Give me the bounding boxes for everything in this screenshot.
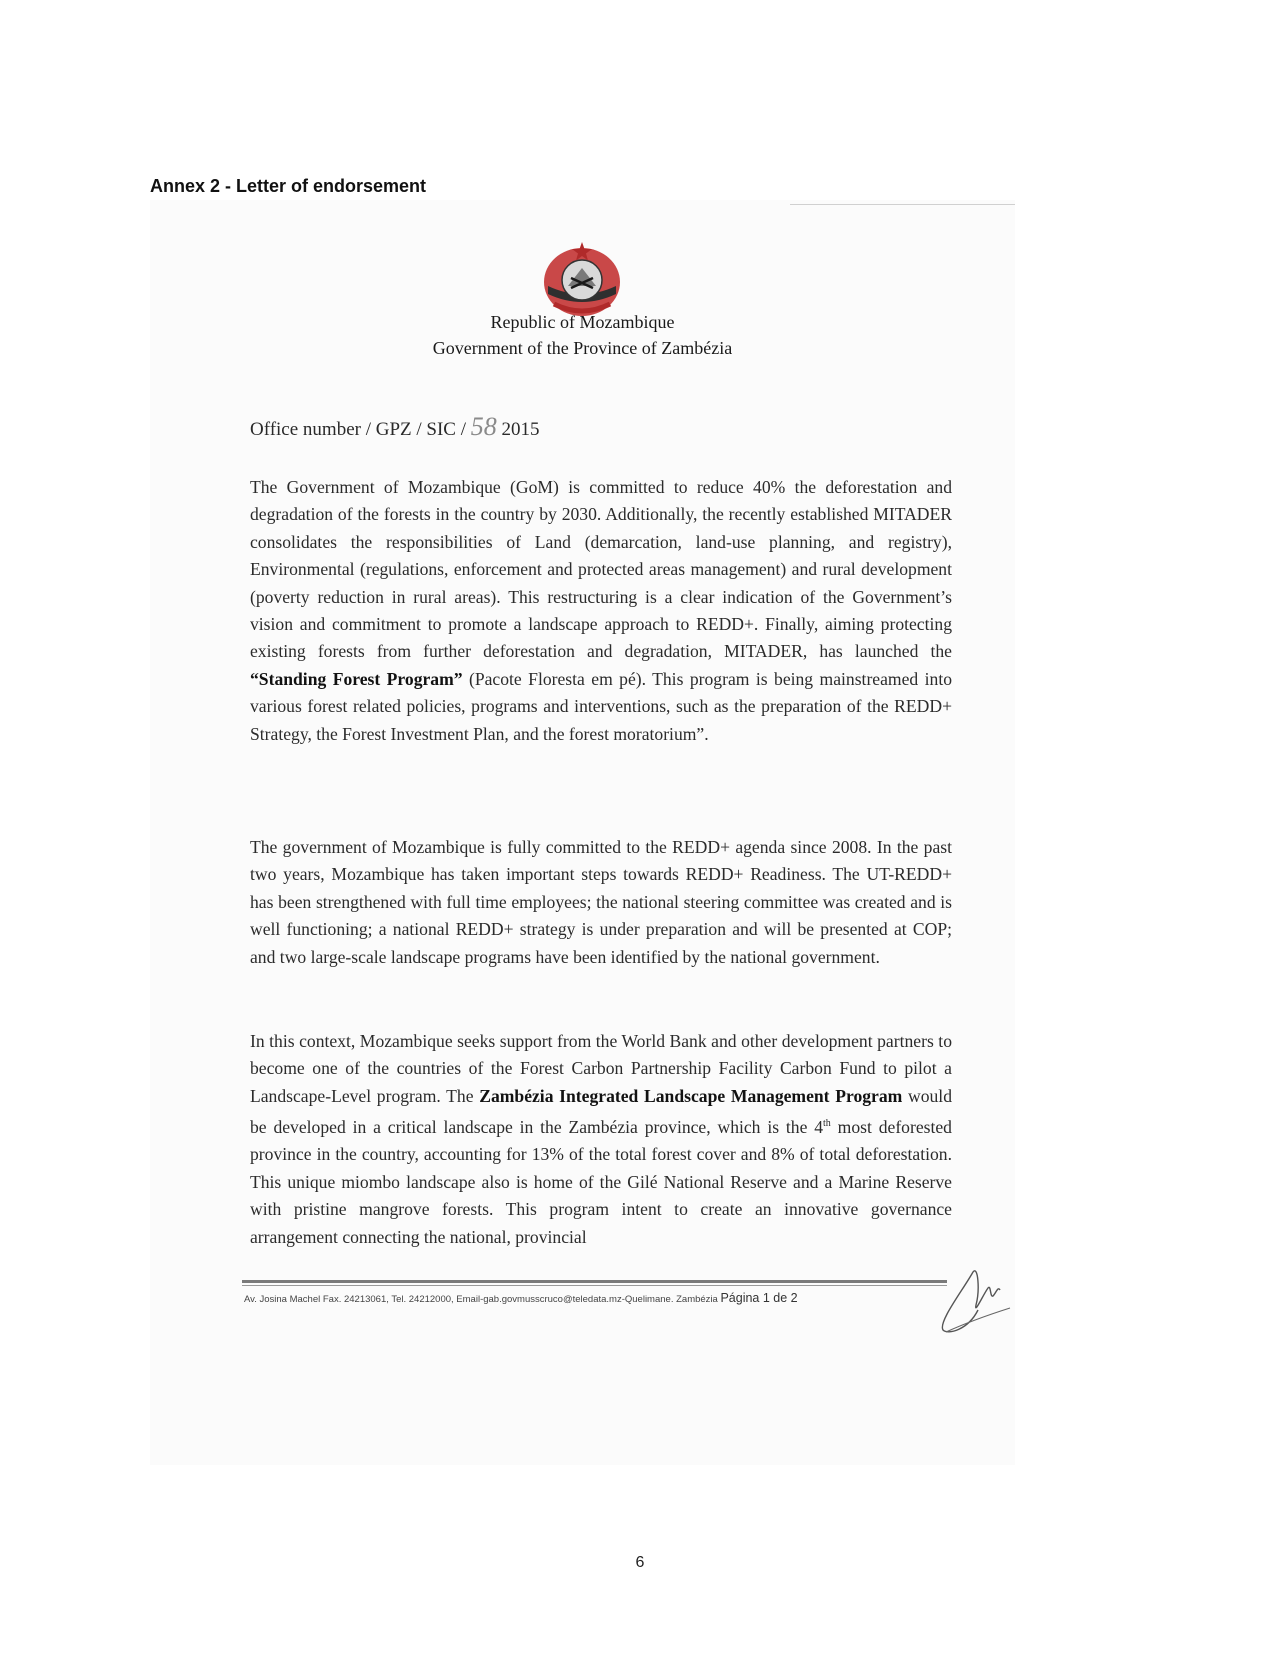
paragraph-3-text-end: most deforested province in the country, accounting for 13% of the total forest cover and 8% of total deforestation. This unique miombo landscape also is home of the Gilé National Reserve and a Marine Reserve with pristine mangrove forests. This program intent to create an innovative governance arrangement connecting the national, provincial [250,1117,952,1247]
footer-rule [242,1280,947,1283]
paragraph-3 [250,1028,952,1251]
republic-name: Republic of Mozambique [490,312,675,332]
footer-rule-thin [242,1285,947,1286]
footer-page-label: Página 1 de 2 [720,1291,798,1305]
mozambique-emblem-icon [538,238,626,320]
paragraph-1-text-end: (Pacote Floresta em pé). This program is being mainstreamed into various forest related policies, programs and interventions, such as the preparation of the REDD+ Strategy, the Forest Investment Plan, and the forest moratorium”. [250,668,952,744]
program-name: Zambézia Integrated Landscape Management Program [479,1085,903,1106]
paragraph-2: The government of Mozambique is fully committed to the REDD+ agenda since 2008. In the past two years, Mozambique has taken important steps towards REDD+ Readiness. The UT-REDD+ has been strengthened with full time employees; the national steering committee was created and is well functioning; a national REDD+ strategy is under preparation and will be presented at COP; and two large-scale landscape programs have been identified by the national government. [250,837,952,967]
standing-forest-program: “Standing Forest Program” [250,668,463,689]
footer-address: Av. Josina Machel Fax. 24213061, Tel. 24212000, Email-gab.govmusscruco@teledata.mz-Quelimane. Zambézia [244,1294,721,1305]
letter-footer [244,1291,946,1305]
scanned-letter [150,200,1015,1465]
paragraph-1 [250,474,952,748]
office-year: 2015 [496,419,540,440]
annex-title: Annex 2 - Letter of endorsement [150,176,427,196]
paragraph-3-text: In this context, Mozambique seeks support from the World Bank and other development partners to become one of the countries of the Forest Carbon Partnership Facility Carbon Fund to pilot a Landscape-Level program. The [250,1031,952,1106]
paragraph-3-text-mid: would be developed in a critical landscape in the Zambézia province, which is the 4 [250,1085,952,1138]
office-handwritten-number: 58 [470,412,497,441]
paragraph-1-text: The Government of Mozambique (GoM) is committed to reduce 40% the deforestation and degradation of the forests in the country by 2030. Additionally, the recently established MITADER consolidates the responsibilities of Land (demarcation, land-use planning, and registry), Environmental (regulations, enforcement and protected areas management) and rural development (poverty reduction in rural areas). This restructuring is a clear indication of the Government’s vision and commitment to promote a landscape approach to REDD+. Finally, aiming protecting existing forests from further deforestation and degradation, MITADER, has launched the [250,477,952,662]
divider [790,204,1015,205]
province-government: Government of the Province of Zambézia [432,338,733,358]
office-prefix: Office number / GPZ / SIC / [250,419,471,440]
ordinal-suffix: th [823,1118,831,1130]
page-number: 6 [635,1554,645,1571]
office-number [250,412,540,442]
handwritten-signature [938,1260,1028,1340]
